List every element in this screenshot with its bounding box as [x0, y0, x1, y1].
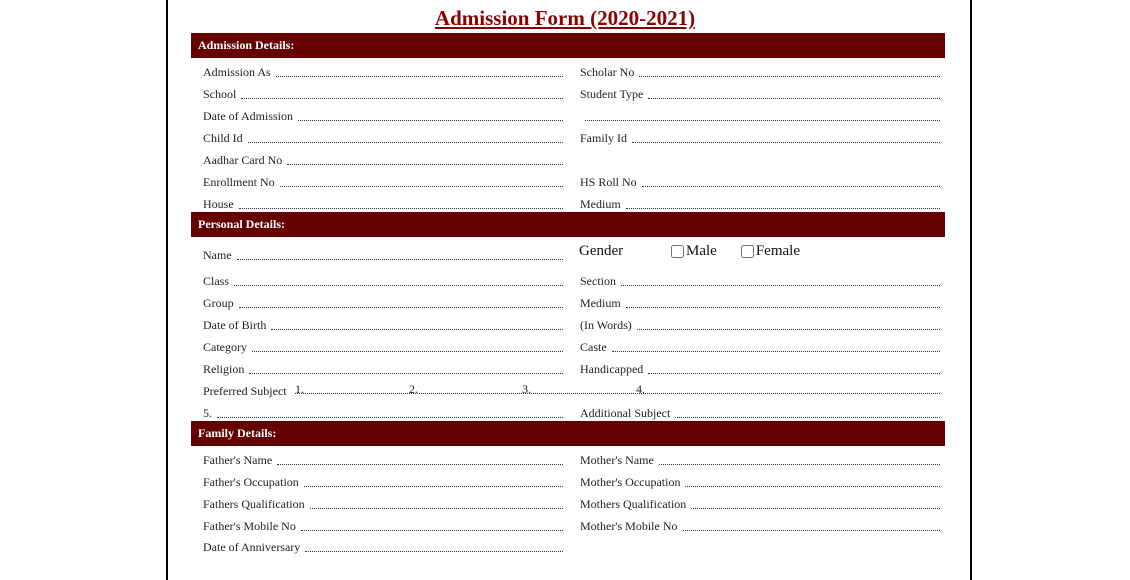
house-label: House [203, 197, 234, 211]
personal-details-header: Personal Details: [191, 212, 945, 237]
personal-medium-line [626, 296, 940, 308]
male-checkbox[interactable] [671, 245, 684, 258]
name-line [237, 248, 563, 260]
dob-in-words-field[interactable] [580, 317, 940, 333]
pref-subject-5-field[interactable] [203, 405, 563, 421]
religion-label: Religion [203, 362, 245, 376]
mothers-name-line [659, 453, 940, 465]
pref-subject-5-line [217, 406, 563, 418]
class-label: Class [203, 274, 230, 288]
group-label: Group [203, 296, 234, 310]
caste-field[interactable] [580, 339, 940, 355]
fathers-qualification-line [310, 497, 563, 509]
mothers-mobile-field[interactable] [580, 518, 940, 534]
fathers-occupation-line [304, 475, 563, 487]
gender-female-option[interactable] [741, 243, 800, 260]
handicapped-label: Handicapped [580, 362, 644, 376]
scholar-no-line [639, 65, 940, 77]
admission-medium-field[interactable] [580, 196, 940, 212]
mothers-mobile-line [683, 519, 941, 531]
hs-roll-no-label: HS Roll No [580, 175, 637, 189]
pref-subject-4: 4. [636, 382, 645, 396]
pref-subject-1: 1. [295, 382, 304, 396]
school-label: School [203, 87, 237, 101]
enrollment-no-line [280, 175, 563, 187]
fathers-name-line [277, 453, 563, 465]
mothers-qualification-label: Mothers Qualification [580, 497, 687, 511]
family-id-line [632, 131, 940, 143]
enrollment-no-field[interactable] [203, 174, 563, 190]
student-type-line [648, 87, 940, 99]
admission-medium-line [626, 197, 940, 209]
admission-as-line [276, 65, 563, 77]
mothers-mobile-label: Mother's Mobile No [580, 519, 678, 533]
fathers-name-label: Father's Name [203, 453, 273, 467]
pref-subject-5-label: 5. [203, 406, 212, 420]
fathers-mobile-field[interactable] [203, 518, 563, 534]
mothers-occupation-line [685, 475, 940, 487]
mothers-occupation-label: Mother's Occupation [580, 475, 681, 489]
name-field[interactable] [203, 247, 563, 263]
admission-as-label: Admission As [203, 65, 271, 79]
aadhar-card-label: Aadhar Card No [203, 153, 283, 167]
mothers-occupation-field[interactable] [580, 474, 940, 490]
additional-subject-line [675, 406, 940, 418]
mothers-name-field[interactable] [580, 452, 940, 468]
school-line [241, 87, 563, 99]
family-id-field[interactable] [580, 130, 940, 146]
blank-field[interactable] [585, 108, 940, 124]
aadhar-card-field[interactable] [203, 152, 563, 168]
gender-group [579, 243, 824, 260]
admission-details-header: Admission Details: [191, 33, 945, 58]
section-field[interactable] [580, 273, 940, 289]
house-line [239, 197, 563, 209]
group-field[interactable] [203, 295, 563, 311]
pref-subject-3: 3. [522, 382, 531, 396]
group-line [239, 296, 563, 308]
aadhar-card-line [287, 153, 563, 165]
handicapped-line [648, 362, 940, 374]
personal-medium-label: Medium [580, 296, 621, 310]
student-type-field[interactable] [580, 86, 940, 102]
fathers-occupation-field[interactable] [203, 474, 563, 490]
pref-subject-2: 2. [409, 382, 418, 396]
class-line [234, 274, 563, 286]
date-of-admission-line [298, 109, 563, 121]
caste-line [612, 340, 940, 352]
date-of-birth-label: Date of Birth [203, 318, 267, 332]
female-label: Female [755, 243, 800, 259]
family-id-label: Family Id [580, 131, 627, 145]
date-of-birth-field[interactable] [203, 317, 563, 333]
date-of-admission-field[interactable] [203, 108, 563, 124]
female-checkbox[interactable] [741, 245, 754, 258]
scholar-no-field[interactable] [580, 64, 940, 80]
religion-field[interactable] [203, 361, 563, 377]
preferred-subject-label: Preferred Subject [203, 384, 287, 398]
date-of-birth-line [271, 318, 563, 330]
category-label: Category [203, 340, 247, 354]
scholar-no-label: Scholar No [580, 65, 635, 79]
male-label: Male [686, 243, 717, 259]
enrollment-no-label: Enrollment No [203, 175, 275, 189]
fathers-mobile-line [301, 519, 563, 531]
mothers-qualification-line [691, 497, 940, 509]
category-line [252, 340, 563, 352]
category-field[interactable] [203, 339, 563, 355]
mothers-qualification-field[interactable] [580, 496, 940, 512]
dob-in-words-label: (In Words) [580, 318, 632, 332]
dob-in-words-line [637, 318, 940, 330]
fathers-mobile-label: Father's Mobile No [203, 519, 296, 533]
house-field[interactable] [203, 196, 563, 212]
gender-label: Gender [579, 243, 624, 259]
preferred-subject-line [295, 393, 940, 394]
preferred-subject-row[interactable] [203, 382, 940, 398]
handicapped-field[interactable] [580, 361, 940, 377]
section-label: Section [580, 274, 616, 288]
hs-roll-no-line [642, 175, 940, 187]
date-of-anniversary-label: Date of Anniversary [203, 540, 301, 554]
family-details-header: Family Details: [191, 421, 945, 446]
fathers-qualification-field[interactable] [203, 496, 563, 512]
date-of-anniversary-field[interactable] [203, 539, 563, 555]
religion-line [249, 362, 563, 374]
admission-medium-label: Medium [580, 197, 621, 211]
fathers-name-field[interactable] [203, 452, 563, 468]
additional-subject-field[interactable] [580, 405, 940, 421]
child-id-line [248, 131, 563, 143]
mothers-name-label: Mother's Name [580, 453, 654, 467]
form-title: Admission Form (2020-2021) [434, 6, 696, 30]
gender-male-option[interactable] [671, 243, 717, 260]
fathers-occupation-label: Father's Occupation [203, 475, 299, 489]
additional-subject-label: Additional Subject [580, 406, 671, 420]
section-line [621, 274, 940, 286]
date-of-admission-label: Date of Admission [203, 109, 293, 123]
hs-roll-no-field[interactable] [580, 174, 940, 190]
child-id-field[interactable] [203, 130, 563, 146]
caste-label: Caste [580, 340, 607, 354]
student-type-label: Student Type [580, 87, 644, 101]
blank-line [585, 109, 940, 121]
personal-medium-field[interactable] [580, 295, 940, 311]
admission-as-field[interactable] [203, 64, 563, 80]
class-field[interactable] [203, 273, 563, 289]
fathers-qualification-label: Fathers Qualification [203, 497, 305, 511]
date-of-anniversary-line [305, 540, 563, 552]
name-label: Name [203, 248, 232, 262]
child-id-label: Child Id [203, 131, 243, 145]
school-field[interactable] [203, 86, 563, 102]
